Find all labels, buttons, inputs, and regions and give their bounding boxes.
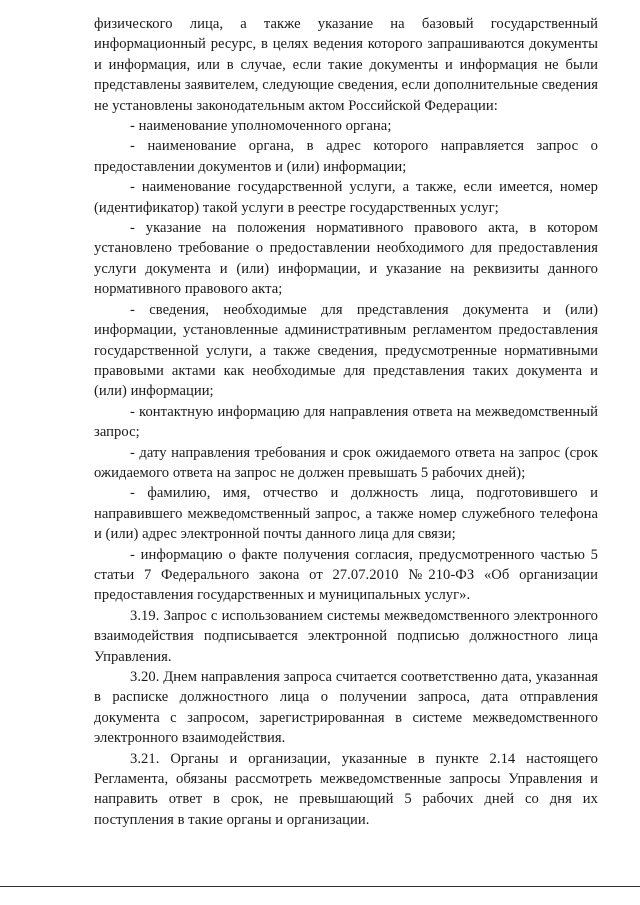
clause-3-21: 3.21. Органы и организации, указанные в пункте 2.14 настоящего Регламента, обязаны рассмотреть межведомственные запросы Управления и направить ответ в срок, не превышающий 5 рабочих дней со дня их поступления в такие органы и организации.	[94, 750, 598, 828]
list-item: - фамилию, имя, отчество и должность лица, подготовившего и направившего межведомственный запрос, а также номер служебного телефона и (или) адрес электронной почты данного лица для связи;	[94, 485, 598, 543]
document-body	[94, 14, 598, 830]
list-item: - контактную информацию для направления ответа на межведомственный запрос;	[94, 403, 598, 441]
clause-3-19: 3.19. Запрос с использованием системы межведомственного электронного взаимодействия подписывается электронной подписью должностного лица Управления.	[94, 607, 598, 665]
list-item: - сведения, необходимые для представления документа и (или) информации, установленные административным регламентом предоставления государственной услуги, а также сведения, предусмотренные нормативными правовыми актами как необходимые для представления таких документа и (или) информации;	[94, 301, 598, 400]
list-item: - наименование органа, в адрес которого направляется запрос о предоставлении документов и (или) информации;	[94, 138, 598, 175]
list-item: - наименование уполномоченного органа;	[130, 118, 392, 135]
paragraph-intro: физического лица, а также указание на базовый государственный информационный ресурс, в целях ведения которого запрашиваются документы и информация, или в случае, если такие документы и информация не были представлены заявителем, следующие сведения, если дополнительные сведения не установлены законодательным актом Российской Федерации:	[94, 16, 598, 114]
list-item: - наименование государственной услуги, а также, если имеется, номер (идентификатор) такой услуги в реестре государственных услуг;	[94, 179, 598, 216]
clause-3-20: 3.20. Днем направления запроса считается соответственно дата, указанная в расписке должностного лица о получении запроса, дата отправления документа с запросом, зарегистрированная в системе межведомственного электронного взаимодействия.	[94, 669, 598, 747]
list-item: - дату направления требования и срок ожидаемого ответа на запрос (срок ожидаемого ответа на запрос не должен превышать 5 рабочих дней);	[94, 444, 598, 481]
page-bottom-rule	[0, 886, 640, 887]
list-item: - информацию о факте получения согласия, предусмотренного частью 5 статьи 7 Федерального закона от 27.07.2010 №210-ФЗ «Об организации предоставления государственных и муниципальных услуг».	[94, 546, 598, 604]
list-item: - указание на положения нормативного правового акта, в котором установлено требование о предоставлении необходимого для предоставления услуги документа и (или) информации, и указание на реквизиты данного нормативного правового акта;	[94, 220, 598, 298]
